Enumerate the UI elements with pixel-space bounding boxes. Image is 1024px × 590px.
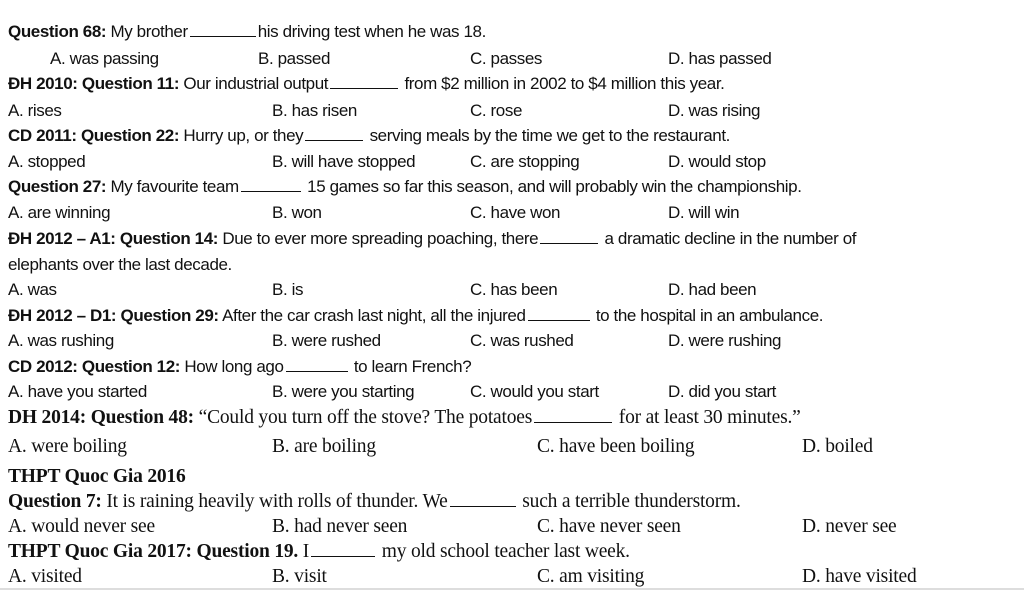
question-12 <box>8 357 471 377</box>
answer-blank[interactable] <box>286 358 348 372</box>
option-b[interactable]: B. passed <box>258 49 331 68</box>
question-19 <box>8 541 630 563</box>
option-a[interactable]: A. would never see <box>8 516 155 537</box>
question-29 <box>8 306 823 326</box>
option-a[interactable]: A. was <box>8 280 57 299</box>
option-a[interactable]: A. have you started <box>8 382 147 401</box>
question-text-after: his driving test when he was 18. <box>257 22 486 41</box>
option-b[interactable]: B. are boiling <box>272 436 376 457</box>
question-text-before: Due to ever more spreading poaching, there <box>218 229 539 248</box>
question-text-after: for at least 30 minutes.” <box>614 407 801 428</box>
question-text-before: It is raining heavily with rolls of thunder. We <box>101 491 448 512</box>
question-text-after: my old school teacher last week. <box>377 541 630 562</box>
option-d[interactable]: D. had been <box>668 280 757 299</box>
question-14 <box>8 229 856 249</box>
question-text-after: from $2 million in 2002 to $4 million this year. <box>400 74 725 93</box>
option-c[interactable]: C. have never seen <box>537 516 681 537</box>
question-label: CD 2012: Question 12: <box>8 357 181 376</box>
option-b[interactable]: B. visit <box>272 566 327 587</box>
question-text-after: such a terrible thunderstorm. <box>517 491 741 512</box>
option-d[interactable]: D. did you start <box>668 382 776 401</box>
option-b[interactable]: B. won <box>272 203 322 222</box>
question-label: ĐH 2012 – A1: Question 14: <box>8 229 219 248</box>
option-d[interactable]: D. will win <box>668 203 740 222</box>
option-c[interactable]: C. passes <box>470 49 542 68</box>
option-a[interactable]: A. are winning <box>8 203 111 222</box>
answer-blank[interactable] <box>534 409 612 423</box>
option-a[interactable]: A. was passing <box>50 49 159 68</box>
question-text-after: serving meals by the time we get to the restaurant. <box>365 126 730 145</box>
question-text-before: “Could you turn off the stove? The potatoes <box>193 407 533 428</box>
answer-blank[interactable] <box>241 178 301 192</box>
option-a[interactable]: A. were boiling <box>8 436 127 457</box>
question-11 <box>8 74 724 94</box>
question-text-before: Our industrial output <box>179 74 329 93</box>
question-label: Question 7: <box>8 491 102 512</box>
option-b[interactable]: B. were you starting <box>272 382 415 401</box>
question-27 <box>8 177 802 197</box>
answer-blank[interactable] <box>330 75 398 89</box>
option-c[interactable]: C. has been <box>470 280 558 299</box>
question-text-after: to learn French? <box>349 357 472 376</box>
question-text-before: I <box>298 541 310 562</box>
question-text-after: to the hospital in an ambulance. <box>591 306 824 325</box>
question-text-after: a dramatic decline in the number of <box>600 229 857 248</box>
question-label: THPT Quoc Gia 2017: Question 19. <box>8 541 299 562</box>
answer-blank[interactable] <box>305 127 363 141</box>
question-7 <box>8 491 741 513</box>
question-label: Question 27: <box>8 177 107 196</box>
answer-blank[interactable] <box>528 307 590 321</box>
question-48 <box>8 407 801 429</box>
option-c[interactable]: C. would you start <box>470 382 599 401</box>
question-label: DH 2014: Question 48: <box>8 407 194 428</box>
option-a[interactable]: A. was rushing <box>8 331 114 350</box>
question-label: Question 68: <box>8 22 107 41</box>
question-label: ĐH 2012 – D1: Question 29: <box>8 306 219 325</box>
answer-blank[interactable] <box>190 23 256 37</box>
answer-blank[interactable] <box>540 230 598 244</box>
option-d[interactable]: D. have visited <box>802 566 917 587</box>
question-text-after: 15 games so far this season, and will probably win the championship. <box>302 177 802 196</box>
question-text-before: My favourite team <box>106 177 239 196</box>
option-b[interactable]: B. is <box>272 280 304 299</box>
option-b[interactable]: B. were rushed <box>272 331 381 350</box>
option-c[interactable]: C. was rushed <box>470 331 574 350</box>
question-label: CD 2011: Question 22: <box>8 126 180 145</box>
option-d[interactable]: D. has passed <box>668 49 772 68</box>
question-68 <box>8 22 486 42</box>
question-22 <box>8 126 730 146</box>
answer-blank[interactable] <box>311 543 375 557</box>
option-b[interactable]: B. has risen <box>272 101 357 120</box>
question-text-before: How long ago <box>180 357 284 376</box>
option-d[interactable]: D. boiled <box>802 436 873 457</box>
question-label: ĐH 2010: Question 11: <box>8 74 180 93</box>
question-text-before: My brother <box>106 22 188 41</box>
option-d[interactable]: D. would stop <box>668 152 766 171</box>
option-c[interactable]: C. rose <box>470 101 522 120</box>
answer-blank[interactable] <box>450 493 516 507</box>
option-c[interactable]: C. am visiting <box>537 566 645 587</box>
option-d[interactable]: D. never see <box>802 516 897 537</box>
option-b[interactable]: B. had never seen <box>272 516 408 537</box>
option-b[interactable]: B. will have stopped <box>272 152 416 171</box>
option-a[interactable]: A. rises <box>8 101 62 120</box>
option-a[interactable]: A. visited <box>8 566 82 587</box>
question-14-continuation: elephants over the last decade. <box>8 255 232 274</box>
option-d[interactable]: D. were rushing <box>668 331 782 350</box>
question-text-before: After the car crash last night, all the injured <box>218 306 526 325</box>
section-heading-2016: THPT Quoc Gia 2016 <box>8 466 186 487</box>
question-text-before: Hurry up, or they <box>179 126 304 145</box>
option-d[interactable]: D. was rising <box>668 101 761 120</box>
option-c[interactable]: C. have been boiling <box>537 436 695 457</box>
option-c[interactable]: C. have won <box>470 203 561 222</box>
option-c[interactable]: C. are stopping <box>470 152 580 171</box>
option-a[interactable]: A. stopped <box>8 152 86 171</box>
